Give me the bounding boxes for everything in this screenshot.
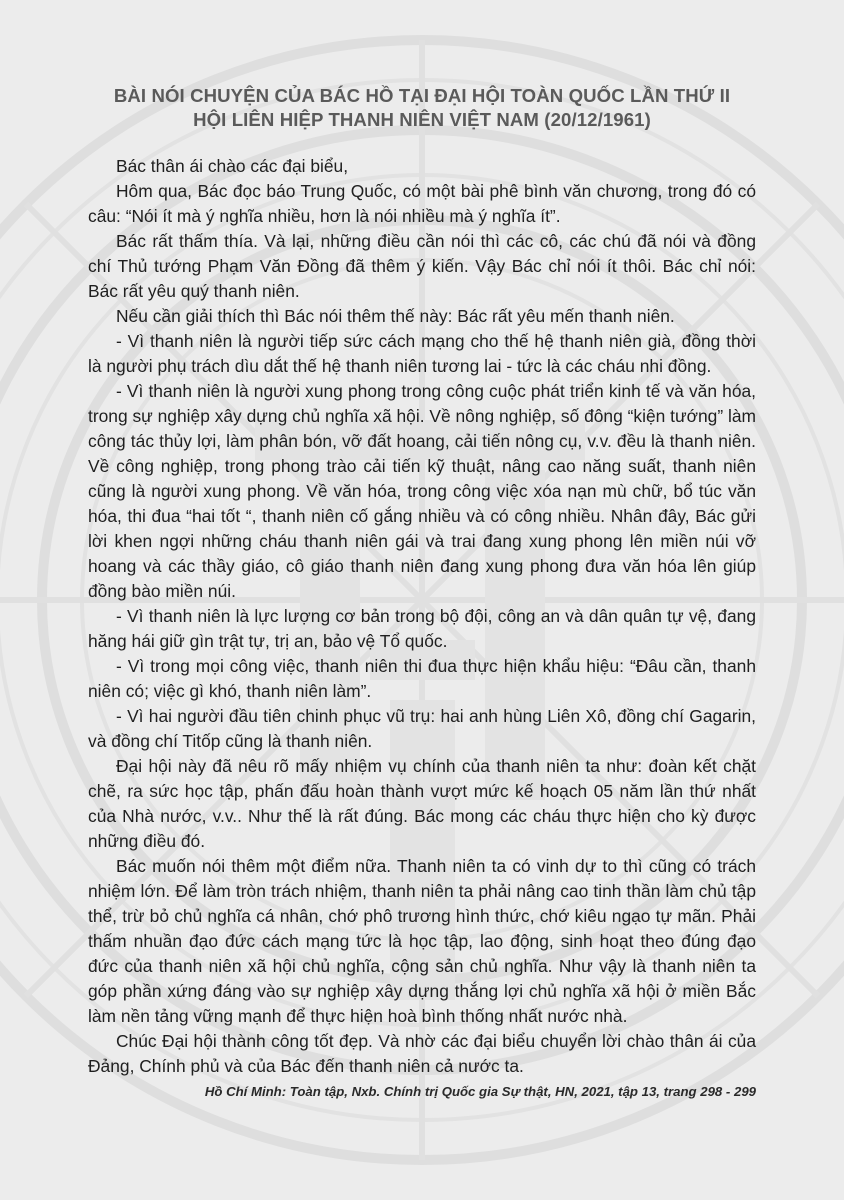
paragraph: Nếu cần giải thích thì Bác nói thêm thế này: Bác rất yêu mến thanh niên. [116, 306, 675, 326]
paragraph: - Vì thanh niên là người xung phong trong công cuộc phát triển kinh tế và văn hóa, trong sự nghiệp xây dựng chủ nghĩa xã hội. Về nông nghiệp, số đông “kiện tướng” làm công tác thủy lợi, làm phân bón, vỡ đất hoang, cải tiến nông cụ, v.v. đều là thanh niên. Về công nghiệp, trong phong trào cải tiến kỹ thuật, nâng cao năng suất, thanh niên cũng là người xung phong. Về văn hóa, trong công việc xóa nạn mù chữ, bổ túc văn hóa, thi đua “hai tốt “, thanh niên cố gắng nhiều và có công nhiều. Nhân đây, Bác gửi lời khen ngợi những cháu thanh niên gái và trai đang xung phong lên miền núi vỡ hoang và các thầy giáo, cô giáo thanh niên đang xung phong đưa văn hóa lên giúp đồng bào miền núi. [88, 381, 756, 601]
paragraph: Bác thân ái chào các đại biểu, [116, 156, 349, 176]
page-title [88, 84, 756, 132]
paragraph: Bác muốn nói thêm một điểm nữa. Thanh niên ta có vinh dự to thì cũng có trách nhiệm lớn. Để làm tròn trách nhiệm, thanh niên ta phải nâng cao tinh thần làm chủ tập thể, trừ bỏ chủ nghĩa cá nhân, chớ phô trương hình thức, chớ kiêu ngạo tự mãn. Phải thấm nhuần đạo đức cách mạng tức là học tập, lao động, sinh hoạt theo đúng đạo đức của thanh niên xã hội chủ nghĩa, cộng sản chủ nghĩa. Như vậy là thanh niên ta góp phần xứng đáng vào sự nghiệp xây dựng thắng lợi chủ nghĩa xã hội ở miền Bắc làm nền tảng vững mạnh để thực hiện hoà bình thống nhất nước nhà. [88, 856, 756, 1026]
title-line-2: HỘI LIÊN HIỆP THANH NIÊN VIỆT NAM (20/12/1961) [193, 109, 651, 130]
paragraph: - Vì hai người đầu tiên chinh phục vũ trụ: hai anh hùng Liên Xô, đồng chí Gagarin, và đồng chí Titốp cũng là thanh niên. [88, 706, 756, 751]
paragraph: - Vì trong mọi công việc, thanh niên thi đua thực hiện khẩu hiệu: “Đâu cần, thanh niên có; việc gì khó, thanh niên làm”. [88, 656, 756, 701]
paragraph: Đại hội này đã nêu rõ mấy nhiệm vụ chính của thanh niên ta như: đoàn kết chặt chẽ, ra sức học tập, phấn đấu hoàn thành vượt mức kế hoạch 05 năm lần thứ nhất của Nhà nước, v.v.. Như thế là rất đúng. Bác mong các cháu thực hiện cho kỳ được những điều đó. [88, 756, 756, 851]
paragraph: - Vì thanh niên là người tiếp sức cách mạng cho thế hệ thanh niên già, đồng thời là người phụ trách dìu dắt thế hệ thanh niên tương lai - tức là các cháu nhi đồng. [88, 331, 756, 376]
paragraph: - Vì thanh niên là lực lượng cơ bản trong bộ đội, công an và dân quân tự vệ, đang hăng hái giữ gìn trật tự, trị an, bảo vệ Tổ quốc. [88, 606, 756, 651]
paragraph: Chúc Đại hội thành công tốt đẹp. Và nhờ các đại biểu chuyển lời chào thân ái của Đảng, Chính phủ và của Bác đến thanh niên cả nước ta. [88, 1031, 756, 1076]
speech-body [88, 154, 756, 1079]
source-citation: Hồ Chí Minh: Toàn tập, Nxb. Chính trị Quốc gia Sự thật, HN, 2021, tập 13, trang 298 - 299 [204, 1084, 756, 1099]
paragraph: Bác rất thấm thía. Và lại, những điều cần nói thì các cô, các chú đã nói và đồng chí Thủ tướng Phạm Văn Đồng đã thêm ý kiến. Vậy Bác chỉ nói ít thôi. Bác chỉ nói: Bác rất yêu quý thanh niên. [88, 231, 756, 301]
title-line-1: BÀI NÓI CHUYỆN CỦA BÁC HỒ TẠI ĐẠI HỘI TOÀN QUỐC LẦN THỨ II [113, 85, 731, 106]
paragraph: Hôm qua, Bác đọc báo Trung Quốc, có một bài phê bình văn chương, trong đó có câu: “Nói ít mà ý nghĩa nhiều, hơn là nói nhiều mà ý nghĩa ít”. [88, 181, 756, 226]
document-page [88, 84, 756, 1101]
